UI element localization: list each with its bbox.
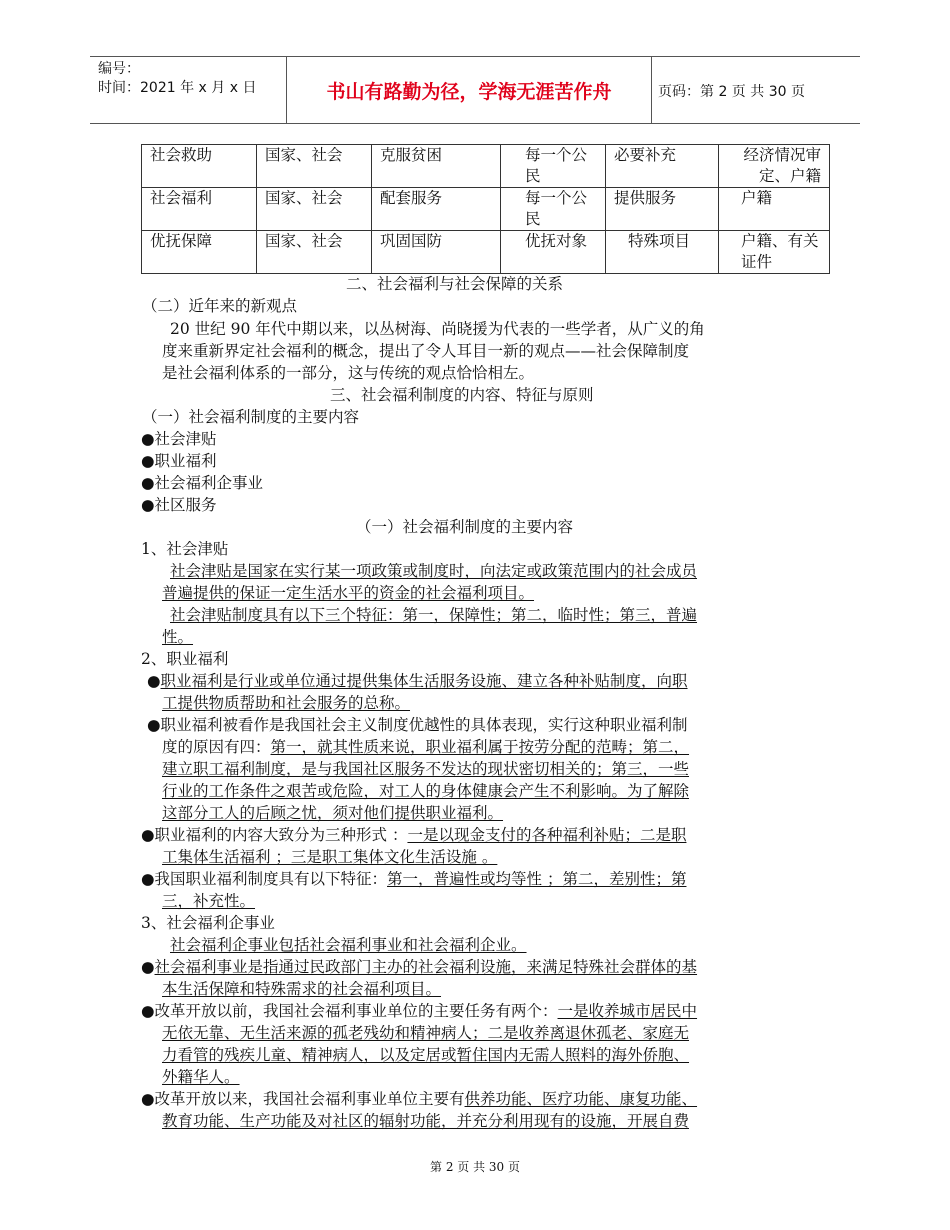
- table-cell: 提供服务: [606, 188, 719, 231]
- header-meta: [98, 60, 256, 98]
- table-cell: 社会救助: [142, 145, 257, 188]
- table-cell: 优抚保障: [142, 231, 257, 274]
- table-cell: 巩固国防: [372, 231, 501, 274]
- paragraph-line: 是社会福利体系的一部分，这与传统的观点恰恰相左。: [162, 364, 535, 382]
- section-heading: 三、社会福利制度的内容、特征与原则: [330, 386, 594, 404]
- table-cell: 每一个公民: [501, 188, 606, 231]
- paragraph-line: 性。: [162, 628, 194, 646]
- table-cell: 经济情况审定、户籍: [719, 145, 830, 188]
- list-item: ●社会福利企事业: [141, 474, 264, 492]
- page-footer: 第 2 页 共 30 页: [430, 1160, 520, 1174]
- paragraph-line: [141, 1001, 697, 1021]
- table-row: [142, 188, 830, 231]
- paragraph-line: 社会津贴是国家在实行某一项政策或制度时，向法定或政策范围内的社会成员: [170, 562, 698, 580]
- code-label: 编号：: [98, 61, 140, 77]
- paragraph-line: 度来重新界定社会福利的概念，提出了令人耳目一新的观点——社会保障制度: [162, 342, 690, 360]
- paragraph-line: 普遍提供的保证一定生活水平的资金的社会福利项目。: [162, 584, 535, 602]
- text-span: 一是以现金支付的各种福利补贴；二是职: [407, 826, 687, 844]
- header-motto: 书山有路勤为径，学海无涯苦作舟: [326, 81, 612, 103]
- comparison-table: [141, 144, 830, 274]
- text-span: 一是收养城市居民中: [557, 1002, 698, 1020]
- paragraph-line: [141, 1089, 697, 1109]
- paragraph-line: [141, 869, 686, 889]
- paragraph-line: 20 世纪 90 年代中期以来，以丛树海、尚晓援为代表的一些学者，从广义的角: [170, 320, 705, 338]
- text-span: 度的原因有四：: [162, 738, 271, 756]
- paragraph-line: 三，补充性。: [162, 892, 256, 910]
- paragraph-line: 社会福利企事业包括社会福利事业和社会福利企业。: [170, 936, 527, 954]
- table-row: [142, 231, 830, 274]
- bullet: ●: [141, 958, 155, 976]
- paragraph-line: [141, 825, 686, 845]
- table-cell: 国家、社会: [257, 188, 372, 231]
- table-cell: 社会福利: [142, 188, 257, 231]
- text-span: ●改革开放以来，我国社会福利事业单位主要有: [141, 1090, 465, 1108]
- text-span: 第一，普遍性或均等性 ；第二，差别性；第: [387, 870, 687, 888]
- paragraph-line: 建立职工福利制度，是与我国社区服务不发达的现状密切相关的；第三，一些: [162, 760, 690, 778]
- paragraph-line: 这部分工人的后顾之忧，须对他们提供职业福利。: [162, 804, 504, 822]
- header-page-info: 页码：第 2 页 共 30 页: [658, 84, 805, 100]
- list-item: ●社区服务: [141, 496, 217, 514]
- list-item: ●职业福利: [141, 452, 217, 470]
- paragraph-line: [147, 671, 688, 691]
- table-cell: 国家、社会: [257, 231, 372, 274]
- subsection-heading: （一）社会福利制度的主要内容: [356, 518, 574, 536]
- text-span: 职业福利是行业或单位通过提供集体生活服务设施、建立各种补贴制度，向职: [160, 672, 688, 690]
- paragraph-line: 行业的工作条件之艰苦或危险，对工人的身体健康会产生不利影响。为了解除: [162, 782, 690, 800]
- bullet: ●: [147, 672, 161, 690]
- paragraph-line: ●职业福利被看作是我国社会主义制度优越性的具体表现，实行这种职业福利制: [147, 716, 688, 734]
- paragraph-line: 无依无靠、无生活来源的孤老残幼和精神病人；二是收养离退休孤老、家庭无: [162, 1024, 690, 1042]
- paragraph-line: 工提供物质帮助和社会服务的总称。: [162, 694, 411, 712]
- table-cell: 户籍、有关证件: [719, 231, 830, 274]
- table-cell: 必要补充: [606, 145, 719, 188]
- paragraph-line: [141, 957, 697, 977]
- text-span: 社会福利事业是指通过民政部门主办的社会福利设施，来满足特殊社会群体的基: [154, 958, 698, 976]
- text-span: 第一，就其性质来说，职业福利属于按劳分配的范畴；第二，: [270, 738, 690, 756]
- text-span: ●改革开放以前，我国社会福利事业单位的主要任务有两个：: [141, 1002, 558, 1020]
- list-item: ●社会津贴: [141, 430, 217, 448]
- text-span: ●职业福利的内容大致分为三种形式 ：: [141, 826, 408, 844]
- paragraph-line: 教育功能、生产功能及对社区的辐射功能，并充分利用现有的设施，开展自费: [162, 1112, 690, 1130]
- section-heading: 二、社会福利与社会保障的关系: [346, 275, 564, 293]
- text-span: ●我国职业福利制度具有以下特征：: [141, 870, 388, 888]
- table-cell: 每一个公民: [501, 145, 606, 188]
- paragraph-line: 工集体生活福利 ；三是职工集体文化生活设施 。: [162, 848, 498, 866]
- table-row: [142, 145, 830, 188]
- table-cell: 优抚对象: [501, 231, 606, 274]
- page-header: [90, 56, 860, 124]
- subsection-heading: （一）社会福利制度的主要内容: [142, 408, 360, 426]
- paragraph-line: 社会津贴制度具有以下三个特征：第一，保障性；第二，临时性；第三，普遍: [170, 606, 698, 624]
- paragraph-line: [162, 737, 689, 757]
- item-heading: 2、职业福利: [141, 650, 229, 668]
- table-cell: 特殊项目: [606, 231, 719, 274]
- header-divider: [651, 57, 652, 123]
- table-cell: 户籍: [719, 188, 830, 231]
- paragraph-line: 外籍华人。: [162, 1068, 240, 1086]
- paragraph-line: 本生活保障和特殊需求的社会福利项目。: [162, 980, 442, 998]
- paragraph-line: 力看管的残疾儿童、精神病人，以及定居或暂住国内无需人照料的海外侨胞、: [162, 1046, 690, 1064]
- subsection-heading: （二）近年来的新观点: [142, 297, 298, 315]
- table-cell: 克服贫困: [372, 145, 501, 188]
- text-span: 供养功能、医疗功能、康复功能、: [464, 1090, 698, 1108]
- item-heading: 1、社会津贴: [141, 540, 229, 558]
- time-label: 时间：2021 年 x 月 x 日: [98, 80, 257, 96]
- table-cell: 国家、社会: [257, 145, 372, 188]
- item-heading: 3、社会福利企事业: [141, 914, 275, 932]
- table-cell: 配套服务: [372, 188, 501, 231]
